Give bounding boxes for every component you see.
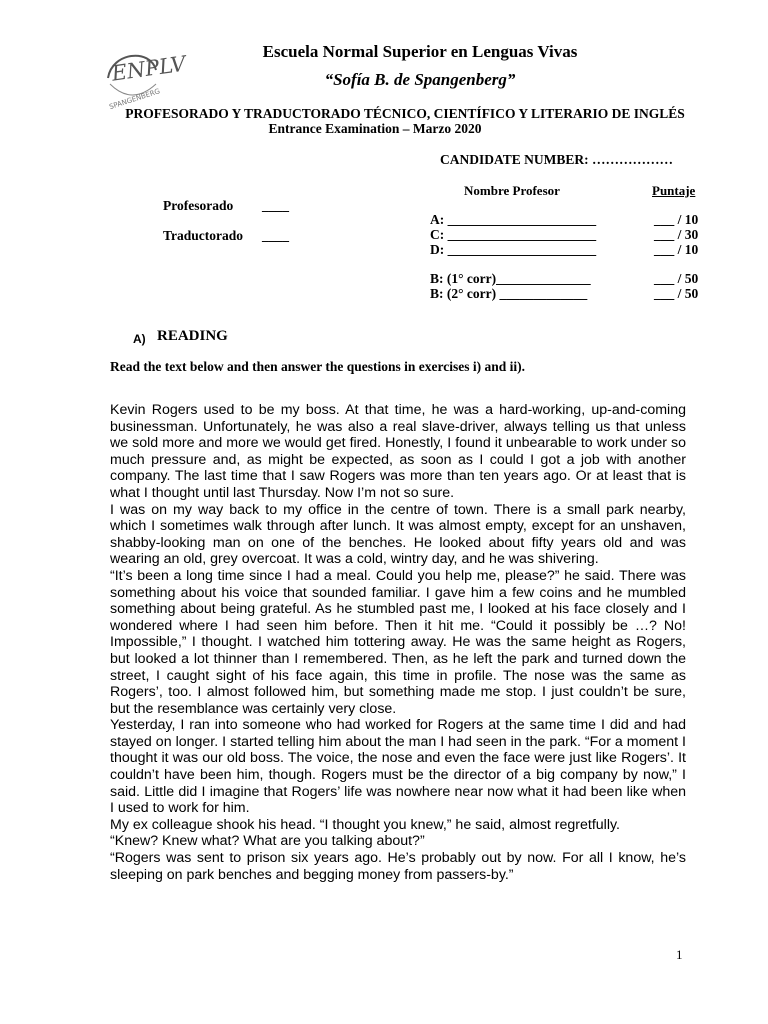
reading-paragraph: Kevin Rogers used to be my boss. At that time, he was a hard-working, up-and-coming businessman. Unfortunately, he was also a real slave-driver, always telling us that unless we sold more and more we would get fired. Honestly, I found it unbearable to work under so much pressure and, as might be expected, as soon as I could I got a job with another company. The last time that I saw Rogers was more than ten years ago. Or at least that is what I thought until last Thursday. Now I’m not so sure. xyxy=(110,402,686,501)
page-number: 1 xyxy=(676,947,683,962)
school-subtitle: “Sofía B. de Spangenberg” xyxy=(324,70,516,89)
svg-text:ENPLV: ENPLV xyxy=(110,51,188,86)
grade-row-b1: B: (1° corr)______________ xyxy=(430,271,591,286)
score-row-b2: ___ / 50 xyxy=(654,286,699,301)
traductorado-label: Traductorado xyxy=(163,228,243,243)
reading-paragraph: “Knew? Knew what? What are you talking about?” xyxy=(110,833,425,850)
profesorado-blank: ____ xyxy=(262,198,289,213)
section-title: READING xyxy=(157,328,228,344)
col-header-teacher: Nombre Profesor xyxy=(464,183,560,198)
reading-text xyxy=(110,402,686,883)
grade-row-c: C: ______________________ xyxy=(430,227,597,242)
grade-row-d: D: ______________________ xyxy=(430,242,597,257)
reading-paragraph: “It’s been a long time since I had a meal. Could you help me, please?” he said. There was something about his voice that sounded familiar. I gave him a few coins and he mumbled something about being grateful. As he stumbled past me, I looked at his face closely and I wondered where I had seen him before. Then it hit me. “Could it possibly be …? No! Impossible,” I thought. I watched him tottering away. He was the same height as Rogers, but looked a lot thinner than I remembered. Then, as he left the park and turned down the street, I caught sight of his face again, this time in profile. The nose was the same as Rogers’, too. I almost followed him, but something made me stop. I just couldn’t be sure, but the resemblance was certainly very close. xyxy=(110,567,686,717)
grade-row-a: A: ______________________ xyxy=(430,212,597,227)
reading-paragraph: My ex colleague shook his head. “I thought you knew,” he said, almost regretfully. xyxy=(110,816,620,833)
grade-row-b2: B: (2° corr) _____________ xyxy=(430,286,588,301)
reading-paragraph: Yesterday, I ran into someone who had worked for Rogers at the same time I did and had stayed on longer. I started telling him about the man I had seen in the park. “For a moment I thought it was our old boss. The voice, the nose and even the face were just like Rogers’. It couldn’t have been him, though. Rogers must be the director of a big company by now,” I said. Little did I imagine that Rogers’ life was nowhere near now what it had been like when I used to work for him. xyxy=(110,717,686,817)
school-logo xyxy=(102,44,188,112)
reading-paragraph: I was on my way back to my office in the centre of town. There is a small park nearby, which I sometimes walk through after lunch. It was almost empty, except for an unshaven, shabby-looking man on one of the benches. He looked about fifty years old and was wearing an old, grey overcoat. It was a cold, wintry day, and he was shivering. xyxy=(110,501,686,568)
instruction: Read the text below and then answer the questions in exercises i) and ii). xyxy=(110,359,526,374)
score-row-b1: ___ / 50 xyxy=(654,271,699,286)
program-title: PROFESORADO Y TRADUCTORADO TÉCNICO, CIENTÍFICO Y LITERARIO DE INGLÉS xyxy=(125,106,685,121)
reading-paragraph: “Rogers was sent to prison six years ago. He’s probably out by now. For all I know, he’s sleeping on park benches and begging money from passers-by.” xyxy=(110,850,686,883)
score-row-d: ___ / 10 xyxy=(654,242,699,257)
section-letter: A) xyxy=(133,332,146,346)
candidate-number: CANDIDATE NUMBER: ……………… xyxy=(440,152,674,167)
traductorado-blank: ____ xyxy=(262,228,289,243)
svg-text:SPANGENBERG: SPANGENBERG xyxy=(108,87,161,112)
score-row-a: ___ / 10 xyxy=(654,212,699,227)
exam-title: Entrance Examination – Marzo 2020 xyxy=(268,121,482,136)
profesorado-label: Profesorado xyxy=(163,198,234,213)
school-name: Escuela Normal Superior en Lenguas Vivas xyxy=(262,42,578,61)
score-row-c: ___ / 30 xyxy=(654,227,699,242)
col-header-score: Puntaje xyxy=(652,183,696,198)
